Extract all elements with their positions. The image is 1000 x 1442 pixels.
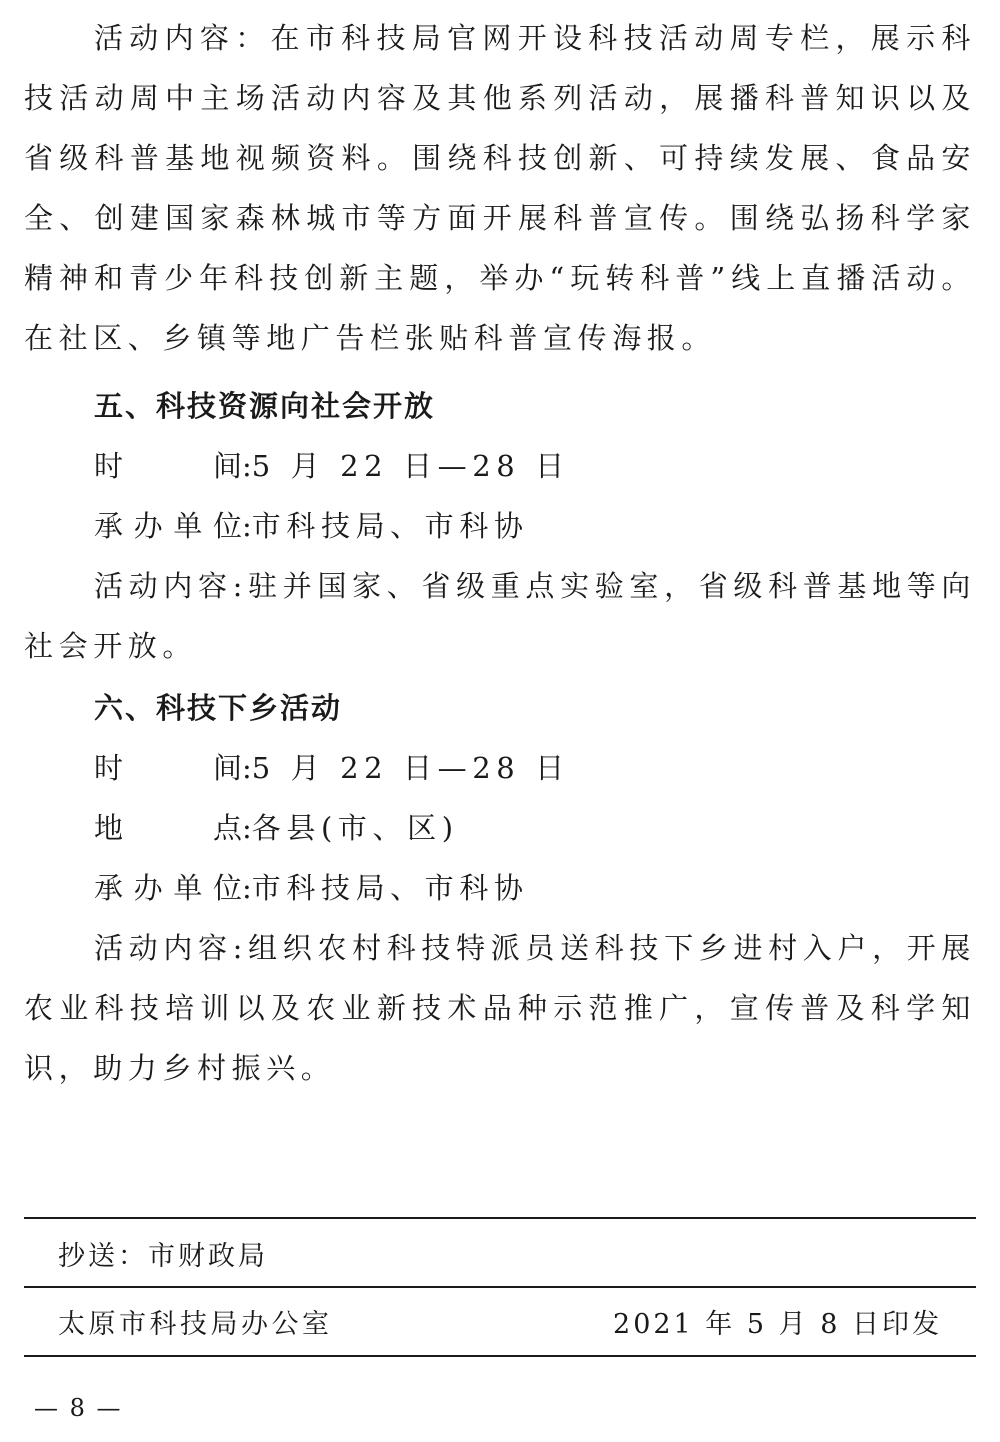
colon: : [242,751,252,785]
content-value: 驻并国家、省级重点实验室，省级科普基地等向社会开放。 [24,569,976,663]
colon: : [232,569,249,603]
section6-content-field [24,918,976,1098]
organizer-label: 承办单位 [94,509,242,543]
time-label: 时间 [94,449,242,483]
section-heading-6: 六、科技下乡活动 [94,691,343,725]
time-value: 5 月 22 日—28 日 [251,449,570,483]
issuing-office: 太原市科技局办公室 [58,1309,333,1340]
section5-time-field [24,436,976,496]
colon: : [232,931,249,965]
colon: : [242,509,252,543]
organizer-value: 市科技局、市科协 [251,509,529,543]
footer-rule-bottom [24,1355,976,1357]
place-label: 地点 [94,811,242,845]
intro-paragraph: 活动内容：在市科技局官网开设科技活动周专栏，展示科技活动周中主场活动内容及其他系列活动，展播科普知识以及省级科普基地视频资料。围绕科技创新、可持续发展、食品安全、创建国家森林城市等方面开展科普宣传。围绕弘扬科学家精神和青少年科技创新主题，举办“玩转科普”线上直播活动。在社区、乡镇等地广告栏张贴科普宣传海报。 [24,21,976,355]
content-label: 活动内容 [94,931,233,965]
content-value: 组织农村科技特派员送科技下乡进村入户，开展农业科技培训以及农业新技术品种示范推广，宣传普及科学知识，助力乡村振兴。 [24,931,976,1085]
section5-content-field [24,556,976,676]
place-value: 各县(市、区) [251,811,459,845]
cc-line: 抄送：市财政局 [58,1241,268,1272]
colon: : [242,871,252,905]
section6-organizer-field [24,858,976,918]
page-number: — 8 — [34,1394,123,1422]
issue-date: 2021 年 5 月 8 日印发 [613,1309,942,1340]
section6-place-field [24,798,976,858]
organizer-value: 市科技局、市科协 [251,871,529,905]
time-label: 时间 [94,751,242,785]
time-value: 5 月 22 日—28 日 [251,751,570,785]
section-heading-5: 五、科技资源向社会开放 [94,389,436,423]
section5-organizer-field [24,496,976,556]
colon: : [242,811,252,845]
section6-time-field [24,738,976,798]
document-body [24,0,976,1098]
colon: : [242,449,252,483]
content-label: 活动内容 [94,569,233,603]
footer-rule-middle [24,1286,976,1288]
footer-rule-top [24,1217,976,1219]
organizer-label: 承办单位 [94,871,242,905]
